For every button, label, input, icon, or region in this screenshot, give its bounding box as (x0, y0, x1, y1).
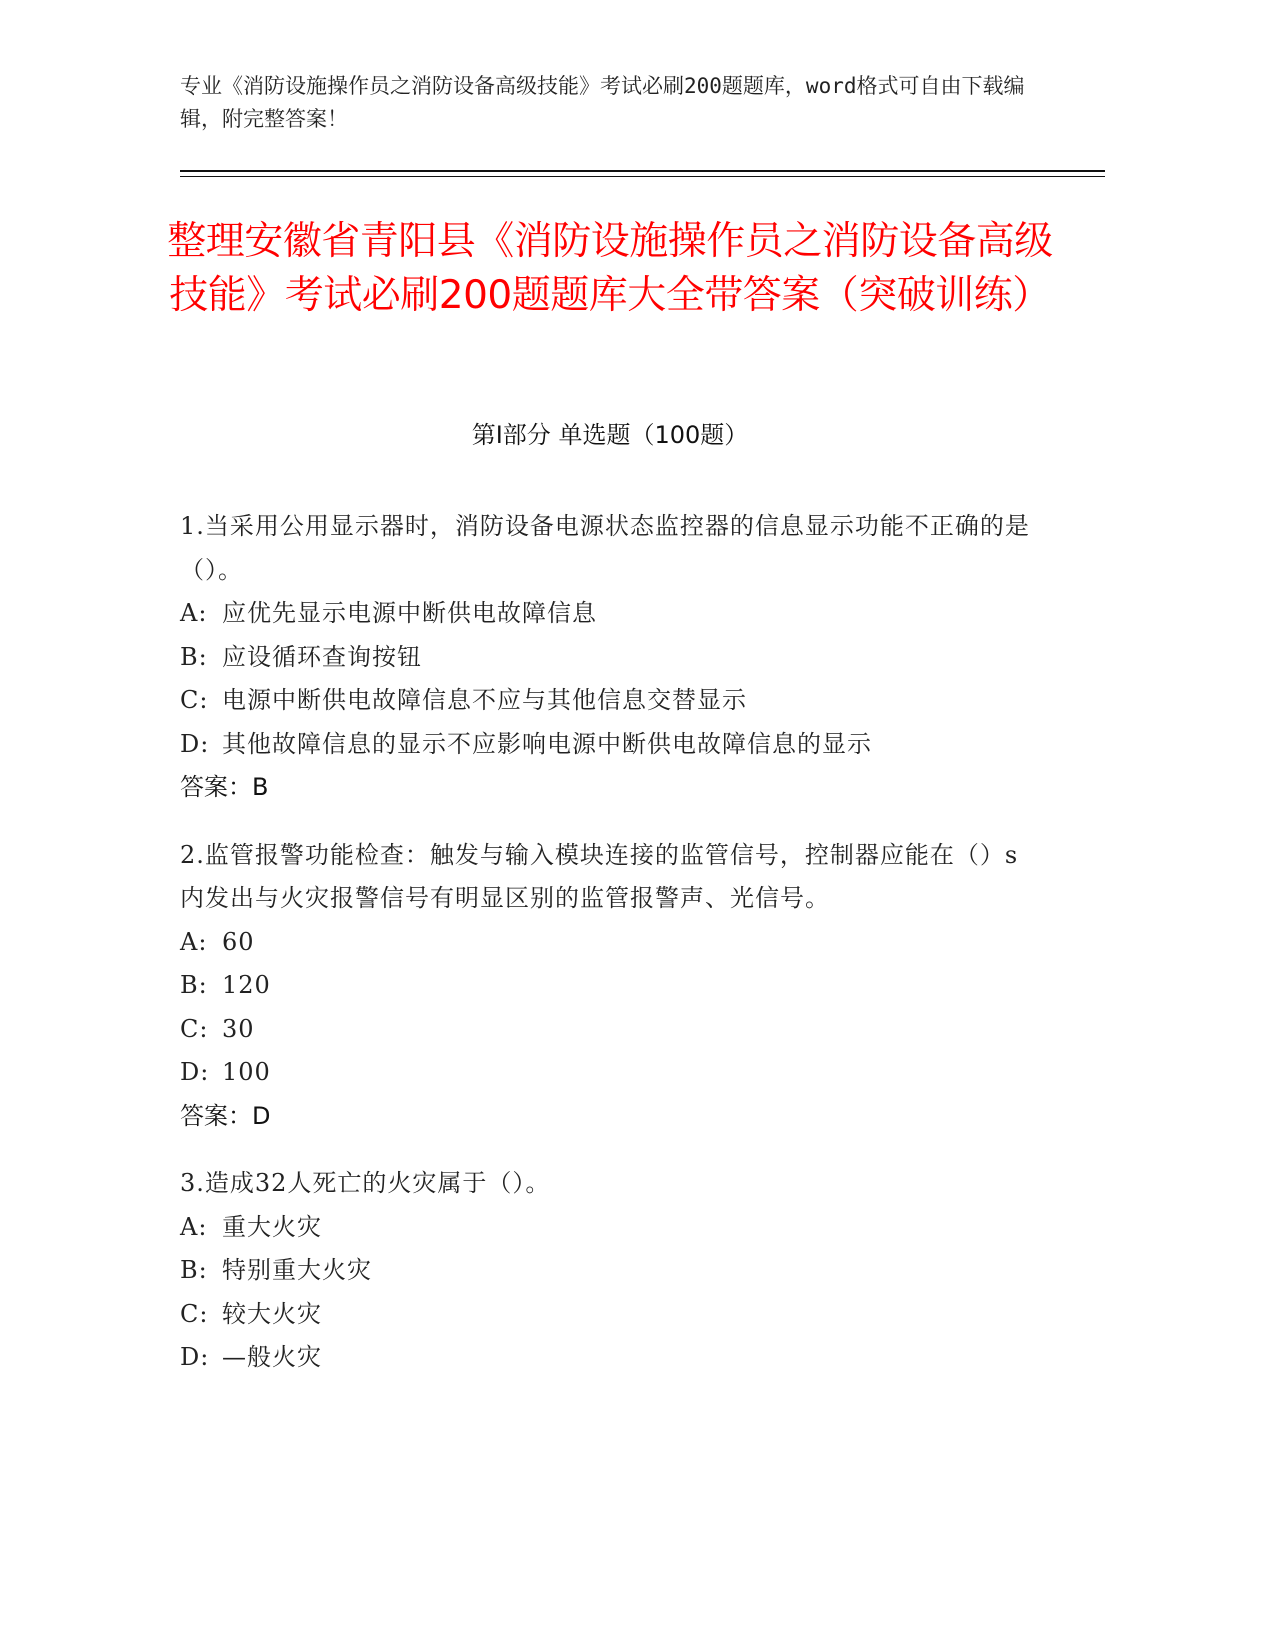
option-letter: A: (180, 1212, 208, 1241)
option-a (180, 592, 1040, 636)
option-text: 其他故障信息的显示不应影响电源中断供电故障信息的显示 (222, 729, 872, 758)
option-letter: C: (180, 1014, 209, 1043)
document-title: 整理安徽省青阳县《消防设施操作员之消防设备高级技能》考试必刷200题题库大全带答案（突破训练） (167, 219, 1053, 318)
answer-line: 答案：D (180, 1101, 271, 1130)
option-letter: C: (180, 686, 209, 714)
option-text: 特别重大火灾 (222, 1256, 372, 1284)
option-text: —般火灾 (222, 1343, 322, 1371)
option-text: 较大火灾 (222, 1299, 322, 1328)
option-c (180, 1293, 1040, 1337)
option-b (180, 636, 1040, 680)
header-note: 专业《消防设施操作员之消防设备高级技能》考试必刷200题题库，word格式可自由下载编辑，附完整答案！ (180, 74, 1025, 131)
option-c (180, 679, 1040, 723)
option-a (180, 921, 1040, 965)
option-letter: A: (180, 599, 208, 627)
question-stem: 3.造成32人死亡的火灾属于（）。 (180, 1169, 551, 1197)
option-letter: B: (180, 1256, 208, 1284)
header-rule-thin (180, 176, 1105, 177)
question-1 (180, 505, 1040, 810)
option-d (180, 1051, 1040, 1095)
option-text: 30 (222, 1014, 255, 1043)
option-text: 应设循环查询按钮 (222, 642, 422, 671)
header-rule-thick (180, 170, 1105, 172)
option-text: 重大火灾 (222, 1212, 322, 1241)
option-text: 120 (222, 971, 271, 999)
option-text: 电源中断供电故障信息不应与其他信息交替显示 (222, 686, 747, 714)
option-text: 100 (222, 1058, 271, 1086)
option-text: 60 (222, 927, 255, 956)
answer-line: 答案：B (180, 773, 269, 801)
option-letter: A: (180, 927, 208, 956)
question-list (180, 505, 1040, 1404)
option-letter: D: (180, 1343, 210, 1371)
question-3 (180, 1162, 1040, 1380)
section-heading: 第I部分 单选题（100题） (471, 421, 749, 449)
option-letter: D: (180, 729, 210, 758)
option-text: 应优先显示电源中断供电故障信息 (222, 599, 597, 627)
option-a (180, 1206, 1040, 1250)
option-letter: D: (180, 1058, 210, 1086)
option-b (180, 964, 1040, 1008)
option-d (180, 1336, 1040, 1380)
question-stem: 1.当采用公用显示器时，消防设备电源状态监控器的信息显示功能不正确的是（）。 (180, 512, 1030, 584)
option-d (180, 723, 1040, 767)
option-b (180, 1249, 1040, 1293)
option-letter: B: (180, 642, 208, 671)
option-c (180, 1008, 1040, 1052)
option-letter: B: (180, 971, 208, 999)
question-2 (180, 834, 1040, 1139)
question-stem: 2.监管报警功能检查：触发与输入模块连接的监管信号，控制器应能在（）s内发出与火灾报警信号有明显区别的监管报警声、光信号。 (180, 840, 1019, 912)
option-letter: C: (180, 1299, 209, 1328)
